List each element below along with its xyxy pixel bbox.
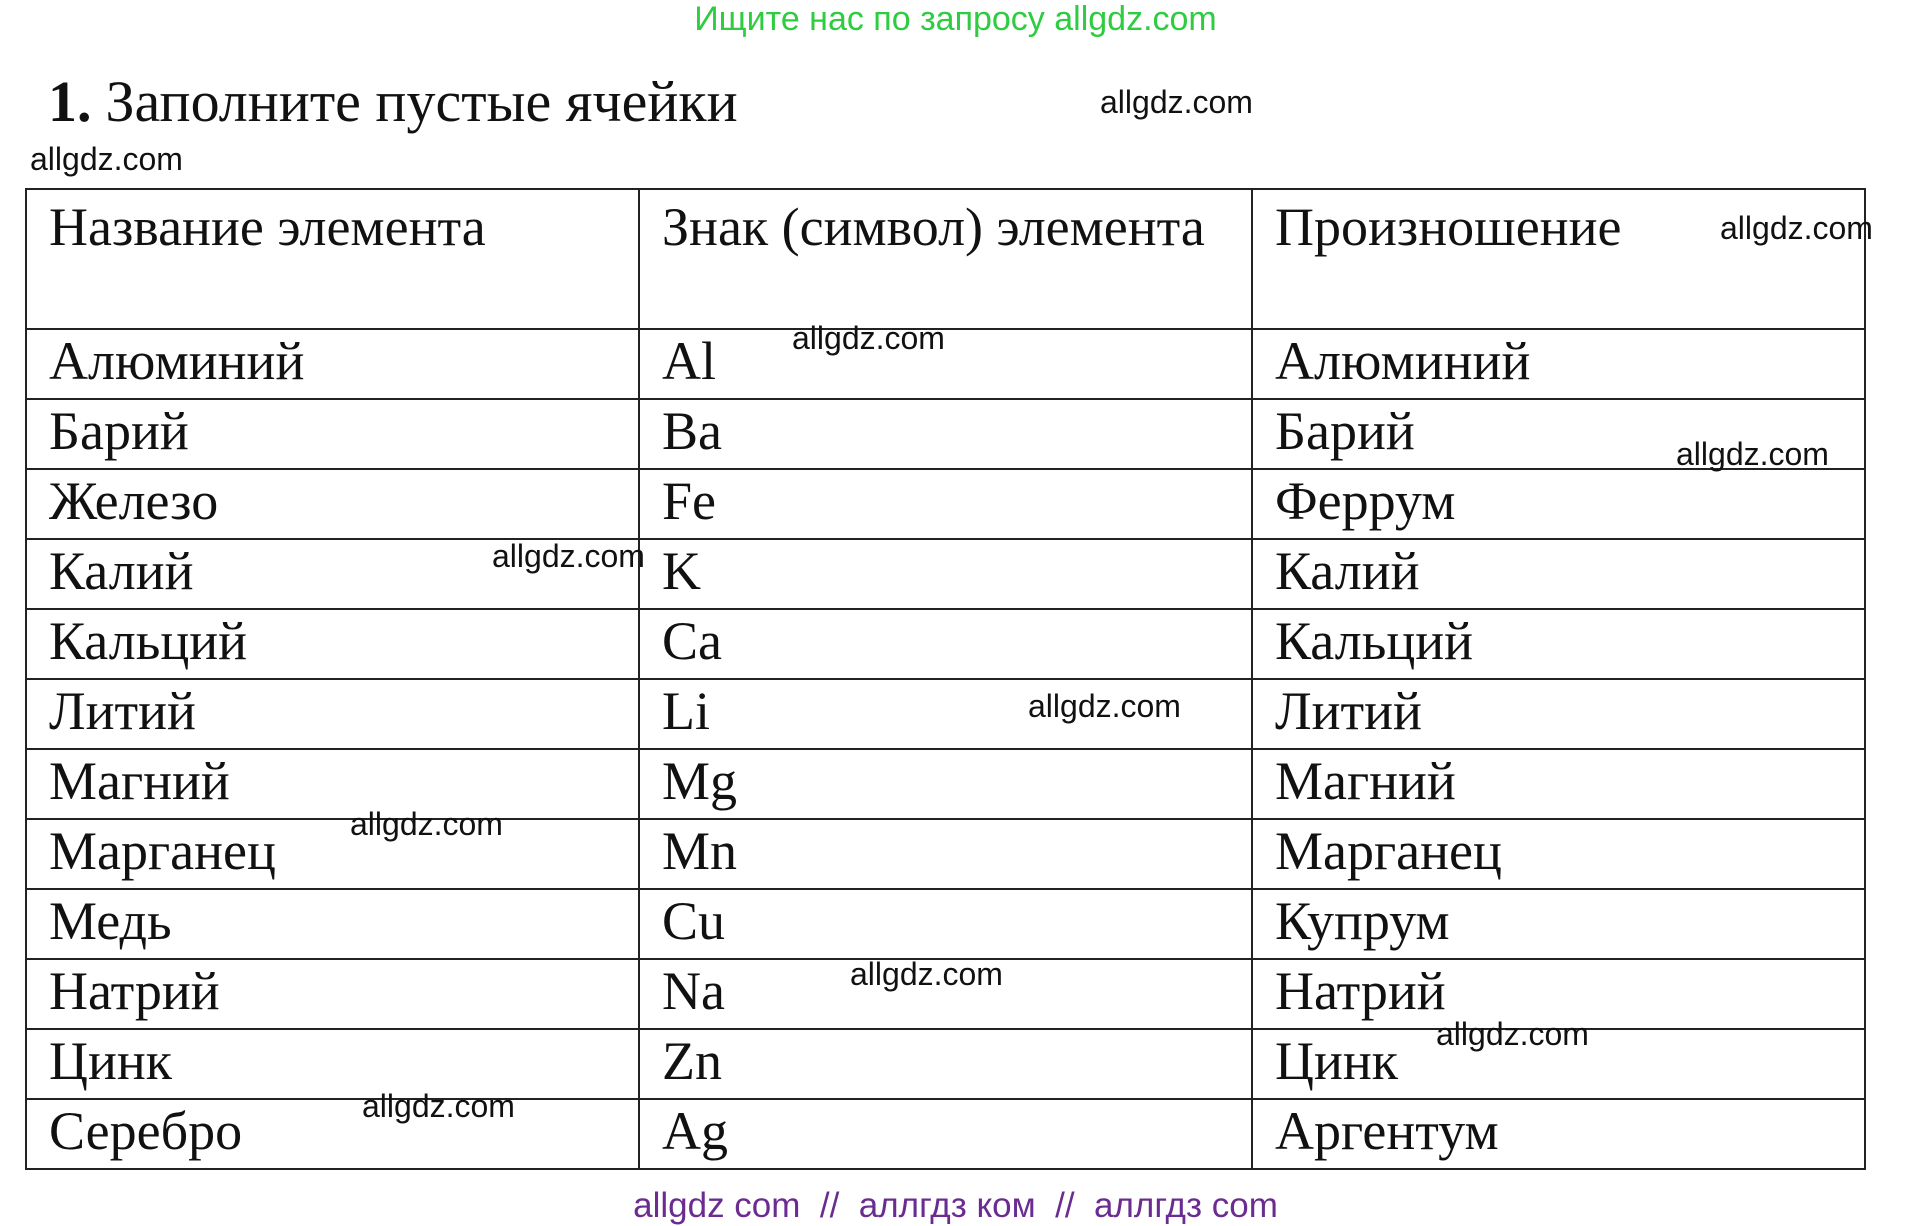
cell-name: Железо (26, 469, 639, 539)
cell-symbol: Ba (639, 399, 1252, 469)
exercise-text: Заполните пустые ячейки (105, 69, 738, 134)
table-row (26, 609, 1865, 679)
cell-pronunciation: Марганец (1252, 819, 1865, 889)
cell-pronunciation: Калий (1252, 539, 1865, 609)
cell-name: Калий (26, 539, 639, 609)
table-row (26, 679, 1865, 749)
watermark: allgdz.com (1028, 688, 1181, 724)
header-element-symbol: Знак (символ) элемента (639, 189, 1252, 329)
cell-symbol: K (639, 539, 1252, 609)
watermark: allgdz.com (30, 141, 183, 177)
watermark: allgdz.com (492, 538, 645, 574)
cell-pronunciation: Барий (1252, 399, 1865, 469)
cell-symbol: Na (639, 959, 1252, 1029)
watermark: allgdz.com (362, 1088, 515, 1124)
elements-table (25, 188, 1866, 1170)
footer-watermark: allgdz com // аллгдз ком // аллгдз com (633, 1186, 1278, 1225)
table-row (26, 749, 1865, 819)
table-row (26, 1029, 1865, 1099)
cell-symbol: Zn (639, 1029, 1252, 1099)
cell-name: Алюминий (26, 329, 639, 399)
cell-pronunciation: Цинк (1252, 1029, 1865, 1099)
cell-symbol: Al (639, 329, 1252, 399)
header-pronunciation: Произношение (1252, 189, 1865, 329)
exercise-number: 1. (48, 69, 92, 134)
cell-pronunciation: Кальций (1252, 609, 1865, 679)
cell-name: Барий (26, 399, 639, 469)
exercise-title (48, 68, 738, 135)
cell-symbol: Ag (639, 1099, 1252, 1169)
cell-name: Магний (26, 749, 639, 819)
table-row (26, 399, 1865, 469)
cell-name: Кальций (26, 609, 639, 679)
table-row (26, 819, 1865, 889)
watermark: allgdz.com (792, 320, 945, 356)
cell-pronunciation: Натрий (1252, 959, 1865, 1029)
cell-name: Литий (26, 679, 639, 749)
table-row (26, 1099, 1865, 1169)
cell-symbol: Mg (639, 749, 1252, 819)
watermark: allgdz.com (850, 956, 1003, 992)
cell-pronunciation: Купрум (1252, 889, 1865, 959)
top-banner: Ищите нас по запросу allgdz.com (694, 0, 1217, 38)
table-row (26, 889, 1865, 959)
watermark: allgdz.com (1100, 84, 1253, 120)
cell-pronunciation: Алюминий (1252, 329, 1865, 399)
cell-pronunciation: Аргентум (1252, 1099, 1865, 1169)
watermark: allgdz.com (1676, 436, 1829, 472)
cell-symbol: Fe (639, 469, 1252, 539)
cell-name: Марганец (26, 819, 639, 889)
header-element-name: Название элемента (26, 189, 639, 329)
cell-symbol: Cu (639, 889, 1252, 959)
cell-pronunciation: Литий (1252, 679, 1865, 749)
cell-name: Медь (26, 889, 639, 959)
watermark: allgdz.com (1720, 210, 1873, 246)
cell-name: Серебро (26, 1099, 639, 1169)
cell-pronunciation: Феррум (1252, 469, 1865, 539)
watermark: allgdz.com (1436, 1016, 1589, 1052)
cell-name: Цинк (26, 1029, 639, 1099)
watermark: allgdz.com (350, 806, 503, 842)
cell-symbol: Li (639, 679, 1252, 749)
cell-symbol: Mn (639, 819, 1252, 889)
cell-symbol: Ca (639, 609, 1252, 679)
table-row (26, 329, 1865, 399)
cell-name: Натрий (26, 959, 639, 1029)
table-row (26, 469, 1865, 539)
table-row (26, 539, 1865, 609)
cell-pronunciation: Магний (1252, 749, 1865, 819)
table-header-row (26, 189, 1865, 329)
